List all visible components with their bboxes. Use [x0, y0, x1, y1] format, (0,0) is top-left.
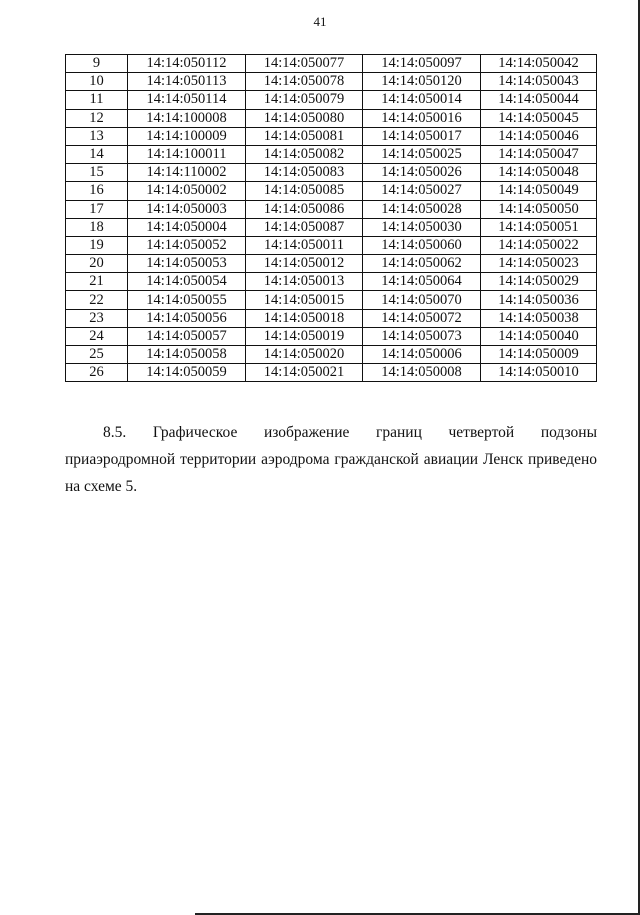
cadastral-number-cell: 14:14:050021 [246, 364, 363, 382]
cadastral-number-cell: 14:14:050087 [246, 218, 363, 236]
cadastral-number-cell: 14:14:050023 [481, 255, 597, 273]
row-number-cell: 20 [66, 255, 128, 273]
table-row [66, 291, 597, 309]
cadastral-number-cell: 14:14:050113 [128, 73, 246, 91]
table-row [66, 73, 597, 91]
cadastral-number-cell: 14:14:050043 [481, 73, 597, 91]
table-row [66, 55, 597, 73]
cadastral-number-cell: 14:14:100008 [128, 109, 246, 127]
cadastral-number-cell: 14:14:050018 [246, 309, 363, 327]
row-number-cell: 25 [66, 346, 128, 364]
cadastral-number-cell: 14:14:050030 [363, 218, 481, 236]
table-row [66, 255, 597, 273]
cadastral-number-cell: 14:14:050051 [481, 218, 597, 236]
cadastral-number-cell: 14:14:050079 [246, 91, 363, 109]
cadastral-number-cell: 14:14:050062 [363, 255, 481, 273]
row-number-cell: 26 [66, 364, 128, 382]
cadastral-number-cell: 14:14:050008 [363, 364, 481, 382]
table-row [66, 182, 597, 200]
cadastral-number-cell: 14:14:050085 [246, 182, 363, 200]
row-number-cell: 18 [66, 218, 128, 236]
cadastral-number-cell: 14:14:050059 [128, 364, 246, 382]
cadastral-number-cell: 14:14:050003 [128, 200, 246, 218]
cadastral-number-cell: 14:14:050086 [246, 200, 363, 218]
cadastral-number-cell: 14:14:050120 [363, 73, 481, 91]
table-row [66, 200, 597, 218]
table-row [66, 145, 597, 163]
cadastral-numbers-table [65, 54, 597, 382]
cadastral-number-cell: 14:14:050047 [481, 145, 597, 163]
table-row [66, 164, 597, 182]
row-number-cell: 10 [66, 73, 128, 91]
cadastral-number-cell: 14:14:050055 [128, 291, 246, 309]
table-row [66, 91, 597, 109]
cadastral-number-cell: 14:14:050002 [128, 182, 246, 200]
table-row [66, 236, 597, 254]
cadastral-number-cell: 14:14:050053 [128, 255, 246, 273]
cadastral-number-cell: 14:14:050045 [481, 109, 597, 127]
cadastral-number-cell: 14:14:050028 [363, 200, 481, 218]
table-row [66, 218, 597, 236]
table-row [66, 327, 597, 345]
row-number-cell: 14 [66, 145, 128, 163]
cadastral-number-cell: 14:14:050044 [481, 91, 597, 109]
cadastral-number-cell: 14:14:050050 [481, 200, 597, 218]
cadastral-number-cell: 14:14:050026 [363, 164, 481, 182]
cadastral-number-cell: 14:14:050097 [363, 55, 481, 73]
table-row [66, 127, 597, 145]
table-row [66, 273, 597, 291]
cadastral-number-cell: 14:14:050082 [246, 145, 363, 163]
cadastral-number-cell: 14:14:050048 [481, 164, 597, 182]
cadastral-number-cell: 14:14:050056 [128, 309, 246, 327]
cadastral-number-cell: 14:14:050049 [481, 182, 597, 200]
cadastral-number-cell: 14:14:110002 [128, 164, 246, 182]
cadastral-number-cell: 14:14:050036 [481, 291, 597, 309]
table-body [66, 55, 597, 382]
cadastral-number-cell: 14:14:050083 [246, 164, 363, 182]
cadastral-number-cell: 14:14:050010 [481, 364, 597, 382]
cadastral-number-cell: 14:14:100009 [128, 127, 246, 145]
cadastral-number-cell: 14:14:050060 [363, 236, 481, 254]
cadastral-number-cell: 14:14:050052 [128, 236, 246, 254]
cadastral-number-cell: 14:14:050006 [363, 346, 481, 364]
cadastral-number-cell: 14:14:050058 [128, 346, 246, 364]
cadastral-number-cell: 14:14:050042 [481, 55, 597, 73]
row-number-cell: 21 [66, 273, 128, 291]
cadastral-number-cell: 14:14:050027 [363, 182, 481, 200]
cadastral-number-cell: 14:14:050012 [246, 255, 363, 273]
table-row [66, 109, 597, 127]
cadastral-number-cell: 14:14:050114 [128, 91, 246, 109]
row-number-cell: 23 [66, 309, 128, 327]
row-number-cell: 24 [66, 327, 128, 345]
row-number-cell: 17 [66, 200, 128, 218]
table-row [66, 346, 597, 364]
row-number-cell: 9 [66, 55, 128, 73]
cadastral-number-cell: 14:14:050073 [363, 327, 481, 345]
cadastral-number-cell: 14:14:050040 [481, 327, 597, 345]
table-row [66, 309, 597, 327]
page-number: 41 [313, 14, 327, 29]
cadastral-number-cell: 14:14:050019 [246, 327, 363, 345]
row-number-cell: 15 [66, 164, 128, 182]
cadastral-number-cell: 14:14:050020 [246, 346, 363, 364]
table-row [66, 364, 597, 382]
cadastral-number-cell: 14:14:100011 [128, 145, 246, 163]
cadastral-number-cell: 14:14:050009 [481, 346, 597, 364]
cadastral-number-cell: 14:14:050057 [128, 327, 246, 345]
cadastral-number-cell: 14:14:050015 [246, 291, 363, 309]
cadastral-number-cell: 14:14:050070 [363, 291, 481, 309]
cadastral-number-cell: 14:14:050080 [246, 109, 363, 127]
cadastral-number-cell: 14:14:050025 [363, 145, 481, 163]
cadastral-number-cell: 14:14:050029 [481, 273, 597, 291]
row-number-cell: 16 [66, 182, 128, 200]
cadastral-number-cell: 14:14:050112 [128, 55, 246, 73]
cadastral-number-cell: 14:14:050014 [363, 91, 481, 109]
row-number-cell: 12 [66, 109, 128, 127]
cadastral-number-cell: 14:14:050004 [128, 218, 246, 236]
cadastral-number-cell: 14:14:050046 [481, 127, 597, 145]
cadastral-number-cell: 14:14:050016 [363, 109, 481, 127]
cadastral-number-cell: 14:14:050054 [128, 273, 246, 291]
cadastral-number-cell: 14:14:050013 [246, 273, 363, 291]
cadastral-number-cell: 14:14:050077 [246, 55, 363, 73]
cadastral-number-cell: 14:14:050038 [481, 309, 597, 327]
cadastral-number-cell: 14:14:050017 [363, 127, 481, 145]
cadastral-number-cell: 14:14:050011 [246, 236, 363, 254]
section-paragraph: 8.5. Графическое изображение границ четвертой подзоны приаэродромной территории аэродрома гражданской авиации Ленск приведено на схеме 5. [65, 424, 597, 495]
cadastral-number-cell: 14:14:050072 [363, 309, 481, 327]
cadastral-number-cell: 14:14:050022 [481, 236, 597, 254]
row-number-cell: 13 [66, 127, 128, 145]
row-number-cell: 22 [66, 291, 128, 309]
row-number-cell: 19 [66, 236, 128, 254]
row-number-cell: 11 [66, 91, 128, 109]
cadastral-number-cell: 14:14:050064 [363, 273, 481, 291]
cadastral-number-cell: 14:14:050078 [246, 73, 363, 91]
cadastral-number-cell: 14:14:050081 [246, 127, 363, 145]
